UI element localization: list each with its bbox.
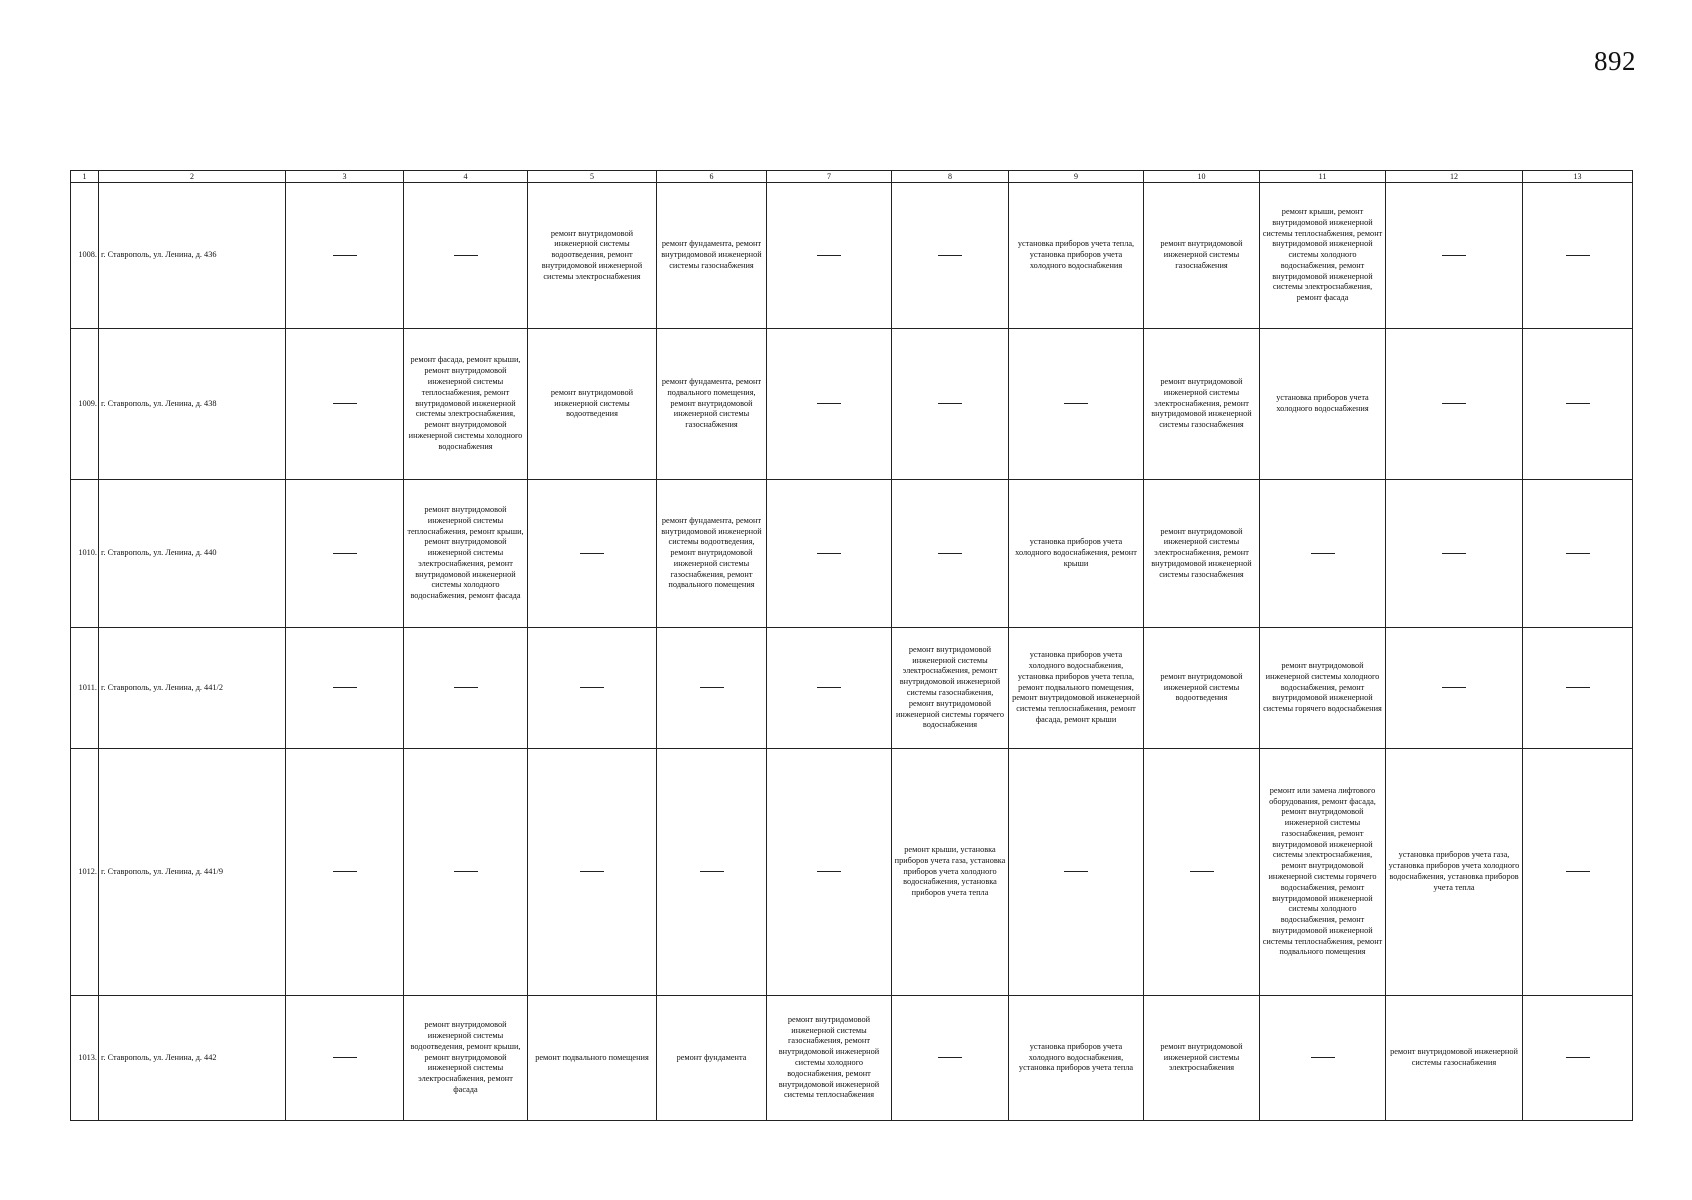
column-header: 3 [286, 171, 404, 183]
row-number: 1012. [71, 749, 99, 996]
column-header: 5 [528, 171, 657, 183]
dash-line [817, 255, 841, 256]
table-row [71, 329, 1633, 480]
column-header: 7 [767, 171, 892, 183]
column-header: 6 [657, 171, 767, 183]
row-number: 1013. [71, 996, 99, 1121]
empty-cell-dash [767, 480, 892, 628]
empty-cell-dash [1523, 329, 1633, 480]
dash-line [333, 255, 357, 256]
cell: ремонт внутридомовой инженерной системы водоотведения, ремонт внутридомовой инженерной системы электроснабжения [528, 183, 657, 329]
cell: установка приборов учета газа, установка приборов учета холодного водоснабжения, установка приборов учета тепла [1386, 749, 1523, 996]
dash-line [1064, 403, 1088, 404]
cell: ремонт внутридомовой инженерной системы электроснабжения, ремонт внутридомовой инженерной системы газоснабжения [1144, 480, 1260, 628]
empty-cell-dash [1523, 183, 1633, 329]
cell: ремонт крыши, ремонт внутридомовой инженерной системы теплоснабжения, ремонт внутридомовой инженерной системы холодного водоснабжения, ремонт внутридомовой инженерной системы электроснабжения, ремонт фасада [1260, 183, 1386, 329]
column-header: 1 [71, 171, 99, 183]
building-address: г. Ставрополь, ул. Ленина, д. 442 [99, 996, 286, 1121]
cell: ремонт внутридомовой инженерной системы электроснабжения, ремонт внутридомовой инженерной системы газоснабжения [1144, 329, 1260, 480]
page-number: 892 [1594, 46, 1636, 76]
dash-line [1566, 255, 1590, 256]
table-row [71, 480, 1633, 628]
dash-line [938, 1057, 962, 1058]
cell: ремонт внутридомовой инженерной системы электроснабжения [1144, 996, 1260, 1121]
empty-cell-dash [286, 480, 404, 628]
dash-line [1566, 553, 1590, 554]
column-header: 12 [1386, 171, 1523, 183]
cell: ремонт фундамента, ремонт внутридомовой инженерной системы водоотведения, ремонт внутридомовой инженерной системы газоснабжения, ремонт подвального помещения [657, 480, 767, 628]
empty-cell-dash [286, 749, 404, 996]
dash-line [1311, 1057, 1335, 1058]
empty-cell-dash [286, 183, 404, 329]
empty-cell-dash [1523, 996, 1633, 1121]
cell: ремонт внутридомовой инженерной системы газоснабжения, ремонт внутридомовой инженерной системы холодного водоснабжения, ремонт внутридомовой инженерной системы теплоснабжения [767, 996, 892, 1121]
empty-cell-dash [767, 749, 892, 996]
dash-line [333, 403, 357, 404]
cell: ремонт фасада, ремонт крыши, ремонт внутридомовой инженерной системы теплоснабжения, ремонт внутридомовой инженерной системы электроснабжения, ремонт внутридомовой инженерной системы холодного водоснабжения [404, 329, 528, 480]
dash-line [333, 1057, 357, 1058]
dash-line [817, 403, 841, 404]
cell: ремонт внутридомовой инженерной системы водоотведения, ремонт крыши, ремонт внутридомовой инженерной системы электроснабжения, ремонт фасада [404, 996, 528, 1121]
row-number: 1010. [71, 480, 99, 628]
table-row [71, 183, 1633, 329]
empty-cell-dash [1523, 480, 1633, 628]
building-address: г. Ставрополь, ул. Ленина, д. 436 [99, 183, 286, 329]
dash-line [938, 255, 962, 256]
cell: ремонт внутридомовой инженерной системы газоснабжения [1386, 996, 1523, 1121]
empty-cell-dash [1386, 480, 1523, 628]
dash-line [580, 871, 604, 872]
empty-cell-dash [767, 628, 892, 749]
empty-cell-dash [286, 996, 404, 1121]
dash-line [1442, 687, 1466, 688]
dash-line [1566, 1057, 1590, 1058]
cell: ремонт фундамента, ремонт внутридомовой инженерной системы газоснабжения [657, 183, 767, 329]
empty-cell-dash [1386, 628, 1523, 749]
empty-cell-dash [657, 749, 767, 996]
building-address: г. Ставрополь, ул. Ленина, д. 441/2 [99, 628, 286, 749]
dash-line [1566, 403, 1590, 404]
empty-cell-dash [1260, 996, 1386, 1121]
dash-line [454, 255, 478, 256]
empty-cell-dash [1386, 183, 1523, 329]
empty-cell-dash [1523, 628, 1633, 749]
dash-line [580, 553, 604, 554]
cell: ремонт внутридомовой инженерной системы газоснабжения [1144, 183, 1260, 329]
empty-cell-dash [404, 628, 528, 749]
cell: ремонт внутридомовой инженерной системы холодного водоснабжения, ремонт внутридомовой инженерной системы горячего водоснабжения [1260, 628, 1386, 749]
cell: ремонт фундамента, ремонт подвального помещения, ремонт внутридомовой инженерной системы газоснабжения [657, 329, 767, 480]
building-address: г. Ставрополь, ул. Ленина, д. 438 [99, 329, 286, 480]
empty-cell-dash [892, 480, 1009, 628]
empty-cell-dash [1009, 329, 1144, 480]
empty-cell-dash [892, 183, 1009, 329]
empty-cell-dash [1260, 480, 1386, 628]
cell: установка приборов учета холодного водоснабжения [1260, 329, 1386, 480]
cell: ремонт подвального помещения [528, 996, 657, 1121]
column-header: 9 [1009, 171, 1144, 183]
dash-line [817, 553, 841, 554]
empty-cell-dash [528, 480, 657, 628]
cell: ремонт или замена лифтового оборудования, ремонт фасада, ремонт внутридомовой инженерной системы газоснабжения, ремонт внутридомовой инженерной системы электроснабжения, ремонт внутридомовой инженерной системы горячего водоснабжения, ремонт внутридомовой инженерной системы холодного водоснабжения, ремонт внутридомовой инженерной системы теплоснабжения, ремонт подвального помещения [1260, 749, 1386, 996]
dash-line [700, 687, 724, 688]
dash-line [1442, 403, 1466, 404]
cell: ремонт фундамента [657, 996, 767, 1121]
cell: ремонт внутридомовой инженерной системы электроснабжения, ремонт внутридомовой инженерной системы газоснабжения, ремонт внутридомовой инженерной системы горячего водоснабжения [892, 628, 1009, 749]
dash-line [1311, 553, 1335, 554]
empty-cell-dash [528, 749, 657, 996]
dash-line [1442, 255, 1466, 256]
empty-cell-dash [286, 628, 404, 749]
cell: ремонт крыши, установка приборов учета газа, установка приборов учета холодного водоснабжения, установка приборов учета тепла [892, 749, 1009, 996]
dash-line [580, 687, 604, 688]
empty-cell-dash [657, 628, 767, 749]
row-number: 1008. [71, 183, 99, 329]
empty-cell-dash [1523, 749, 1633, 996]
column-header: 8 [892, 171, 1009, 183]
cell: ремонт внутридомовой инженерной системы водоотведения [1144, 628, 1260, 749]
dash-line [1190, 871, 1214, 872]
cell: установка приборов учета тепла, установка приборов учета холодного водоснабжения [1009, 183, 1144, 329]
empty-cell-dash [892, 329, 1009, 480]
building-address: г. Ставрополь, ул. Ленина, д. 440 [99, 480, 286, 628]
row-number: 1009. [71, 329, 99, 480]
column-header: 2 [99, 171, 286, 183]
dash-line [333, 687, 357, 688]
column-header: 4 [404, 171, 528, 183]
dash-line [333, 553, 357, 554]
empty-cell-dash [404, 749, 528, 996]
empty-cell-dash [1386, 329, 1523, 480]
cell: ремонт внутридомовой инженерной системы водоотведения [528, 329, 657, 480]
building-address: г. Ставрополь, ул. Ленина, д. 441/9 [99, 749, 286, 996]
dash-line [700, 871, 724, 872]
empty-cell-dash [767, 183, 892, 329]
dash-line [1064, 871, 1088, 872]
empty-cell-dash [286, 329, 404, 480]
repair-schedule-table [70, 170, 1633, 1121]
table-row [71, 628, 1633, 749]
dash-line [938, 403, 962, 404]
table-row [71, 996, 1633, 1121]
empty-cell-dash [1144, 749, 1260, 996]
column-number-row [71, 171, 1633, 183]
empty-cell-dash [528, 628, 657, 749]
empty-cell-dash [404, 183, 528, 329]
empty-cell-dash [1009, 749, 1144, 996]
dash-line [817, 687, 841, 688]
empty-cell-dash [892, 996, 1009, 1121]
cell: ремонт внутридомовой инженерной системы теплоснабжения, ремонт крыши, ремонт внутридомовой инженерной системы электроснабжения, ремонт внутридомовой инженерной системы холодного водоснабжения, ремонт фасада [404, 480, 528, 628]
cell: установка приборов учета холодного водоснабжения, ремонт крыши [1009, 480, 1144, 628]
column-header: 13 [1523, 171, 1633, 183]
cell: установка приборов учета холодного водоснабжения, установка приборов учета тепла, ремонт подвального помещения, ремонт внутридомовой инженерной системы теплоснабжения, ремонт фасада, ремонт крыши [1009, 628, 1144, 749]
column-header: 11 [1260, 171, 1386, 183]
dash-line [1442, 553, 1466, 554]
dash-line [333, 871, 357, 872]
dash-line [454, 687, 478, 688]
empty-cell-dash [767, 329, 892, 480]
dash-line [454, 871, 478, 872]
table-row [71, 749, 1633, 996]
dash-line [938, 553, 962, 554]
column-header: 10 [1144, 171, 1260, 183]
dash-line [1566, 687, 1590, 688]
row-number: 1011. [71, 628, 99, 749]
dash-line [817, 871, 841, 872]
cell: установка приборов учета холодного водоснабжения, установка приборов учета тепла [1009, 996, 1144, 1121]
dash-line [1566, 871, 1590, 872]
